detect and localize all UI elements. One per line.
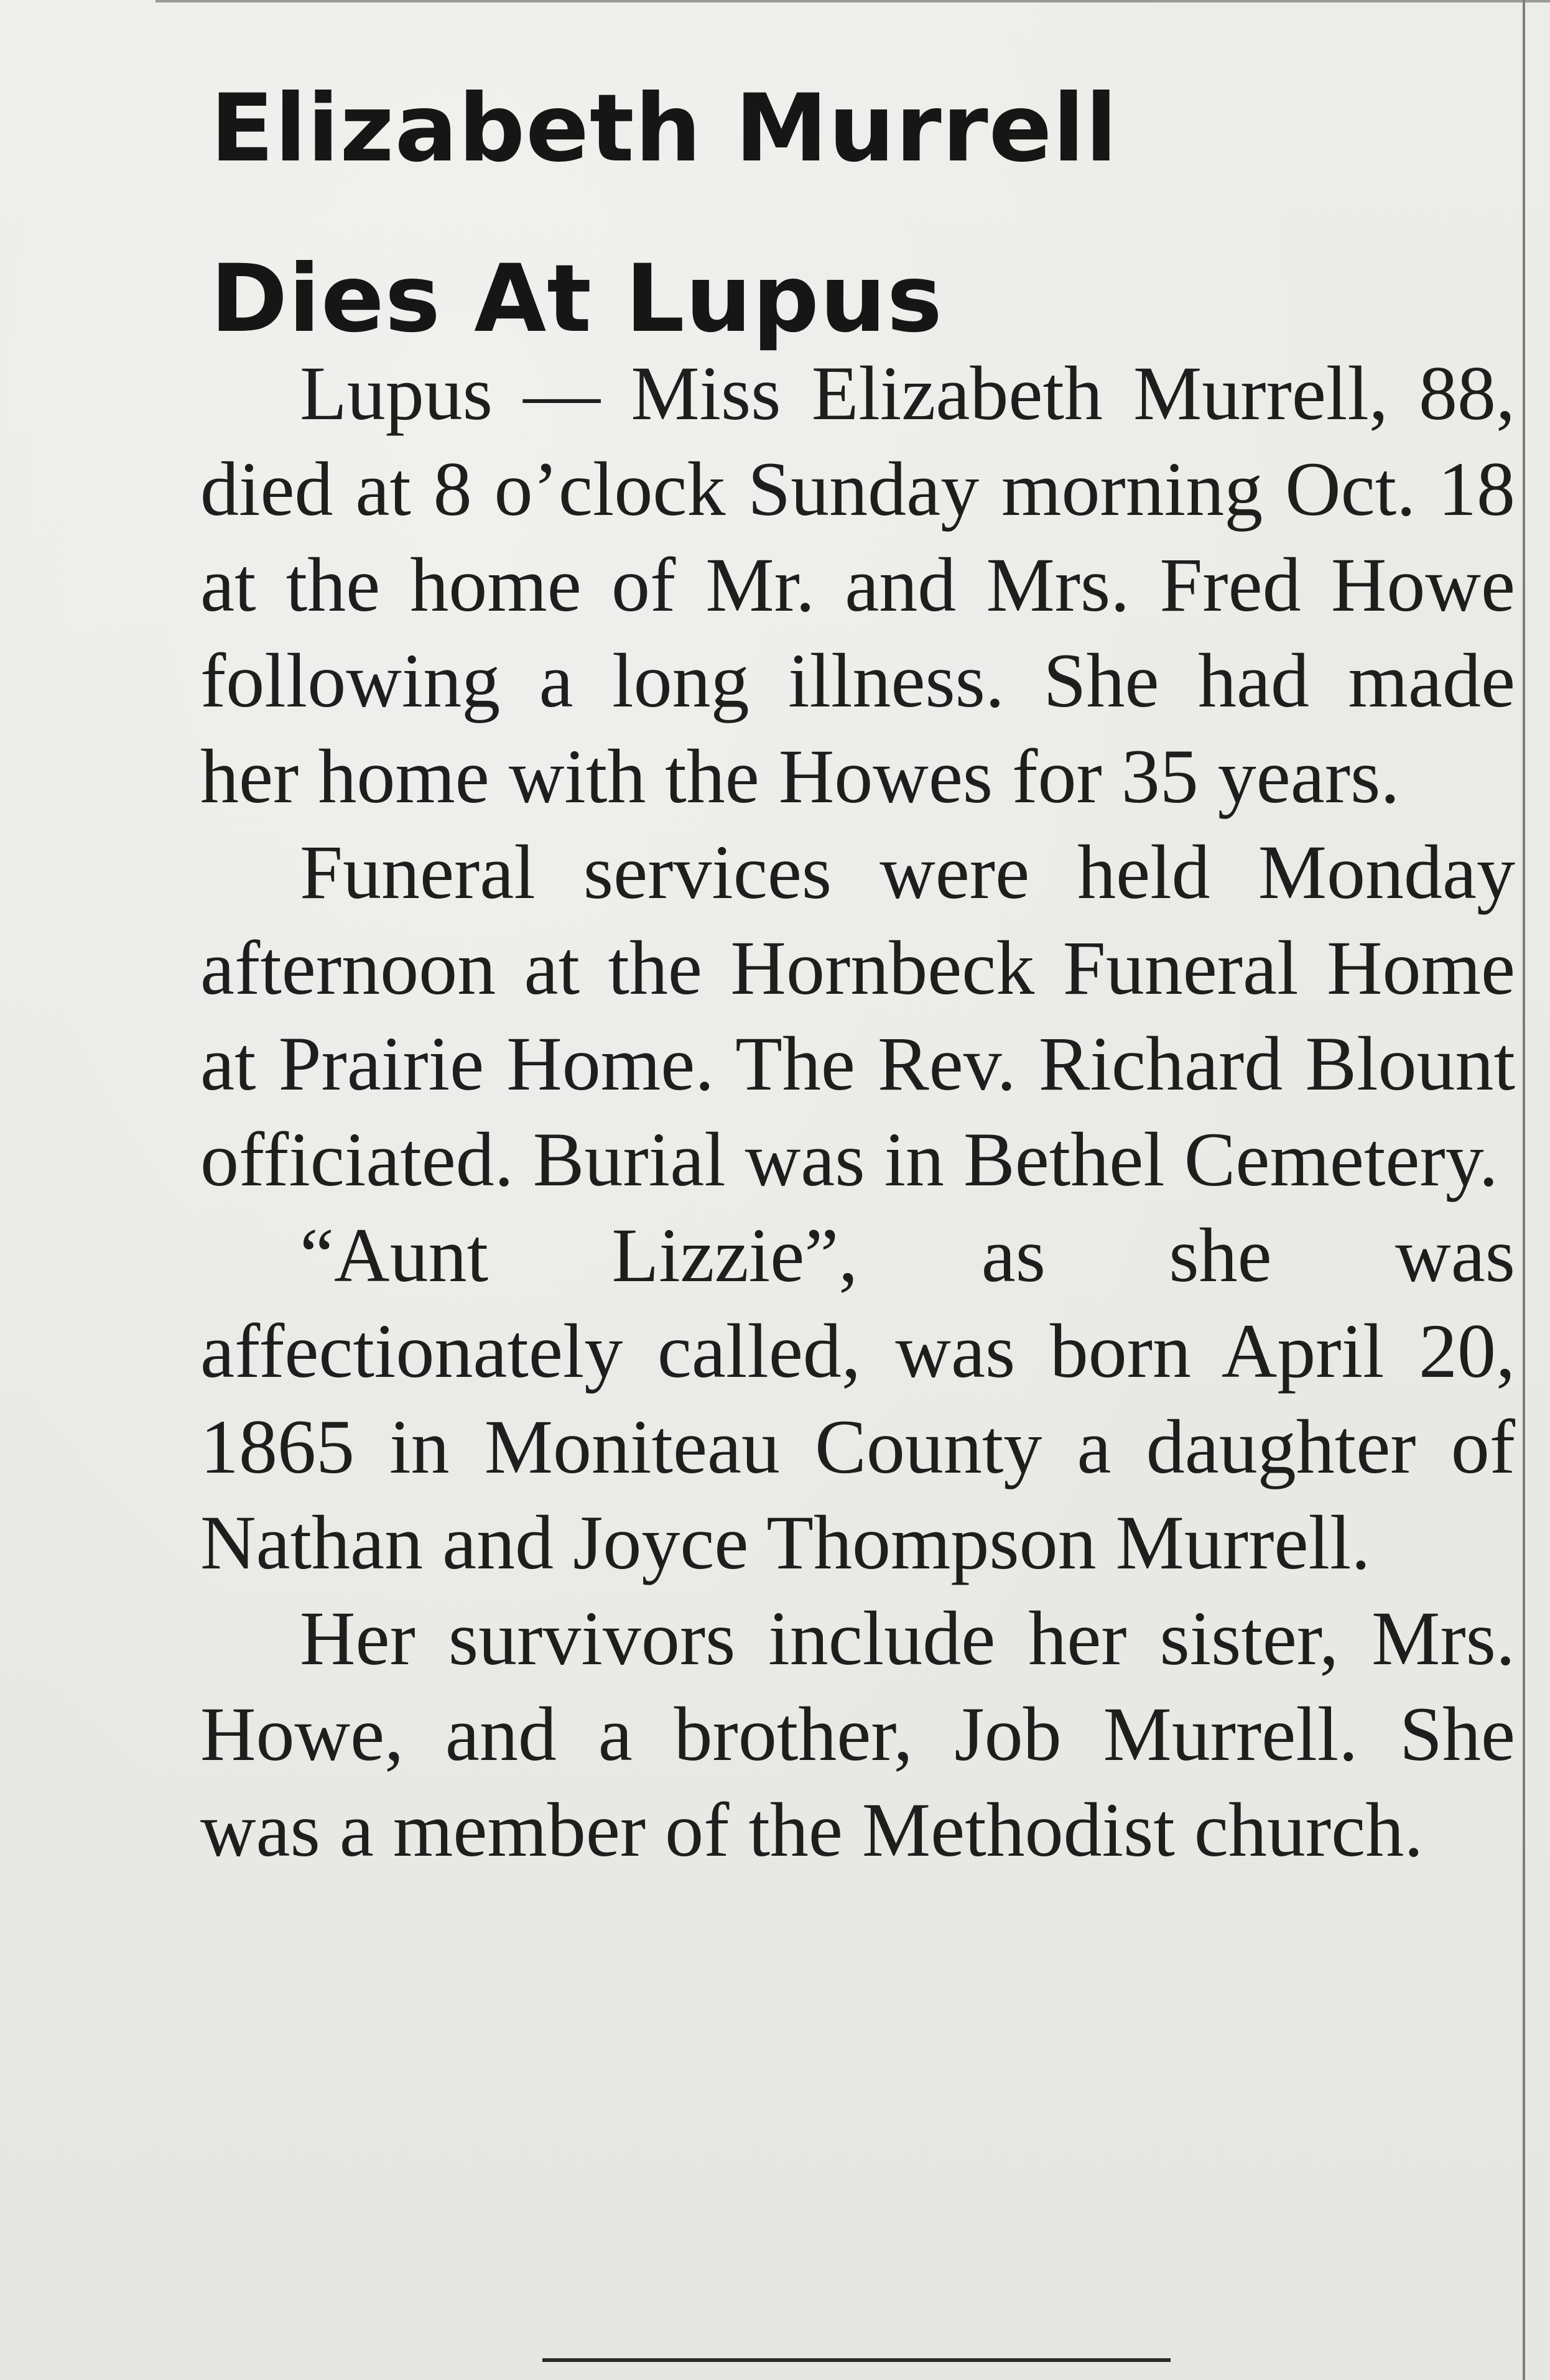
top-column-rule	[155, 0, 1550, 2]
right-column-rule	[1523, 0, 1525, 2380]
paragraph-survivors: Her survivors include her sister, Mrs. Howe, and a brother, Job Murrell. She was a member of the Methodist church.	[200, 1596, 1515, 1873]
end-of-article-rule	[542, 2358, 1171, 2362]
article-body	[200, 346, 1515, 1878]
paragraph-biography: “Aunt Lizzie”, as she was affectionately called, was born April 20, 1865 in Moniteau County a daughter of Nathan and Joyce Thompson Murrell.	[200, 1213, 1515, 1585]
paragraph-funeral-services: Funeral services were held Monday afternoon at the Hornbeck Funeral Home at Prairie Home. The Rev. Richard Blount officiated. Burial was in Bethel Cemetery.	[200, 830, 1515, 1202]
headline-line-1: Elizabeth Murrell	[210, 75, 1118, 183]
headline	[210, 44, 1392, 384]
paragraph-death-notice: Lupus — Miss Elizabeth Murrell, 88, died at 8 o’clock Sunday morning Oct. 18 at the home of Mr. and Mrs. Fred Howe following a long illness. She had made her home with the Howes for 35 years.	[200, 351, 1515, 819]
headline-line-2: Dies At Lupus	[210, 245, 943, 353]
